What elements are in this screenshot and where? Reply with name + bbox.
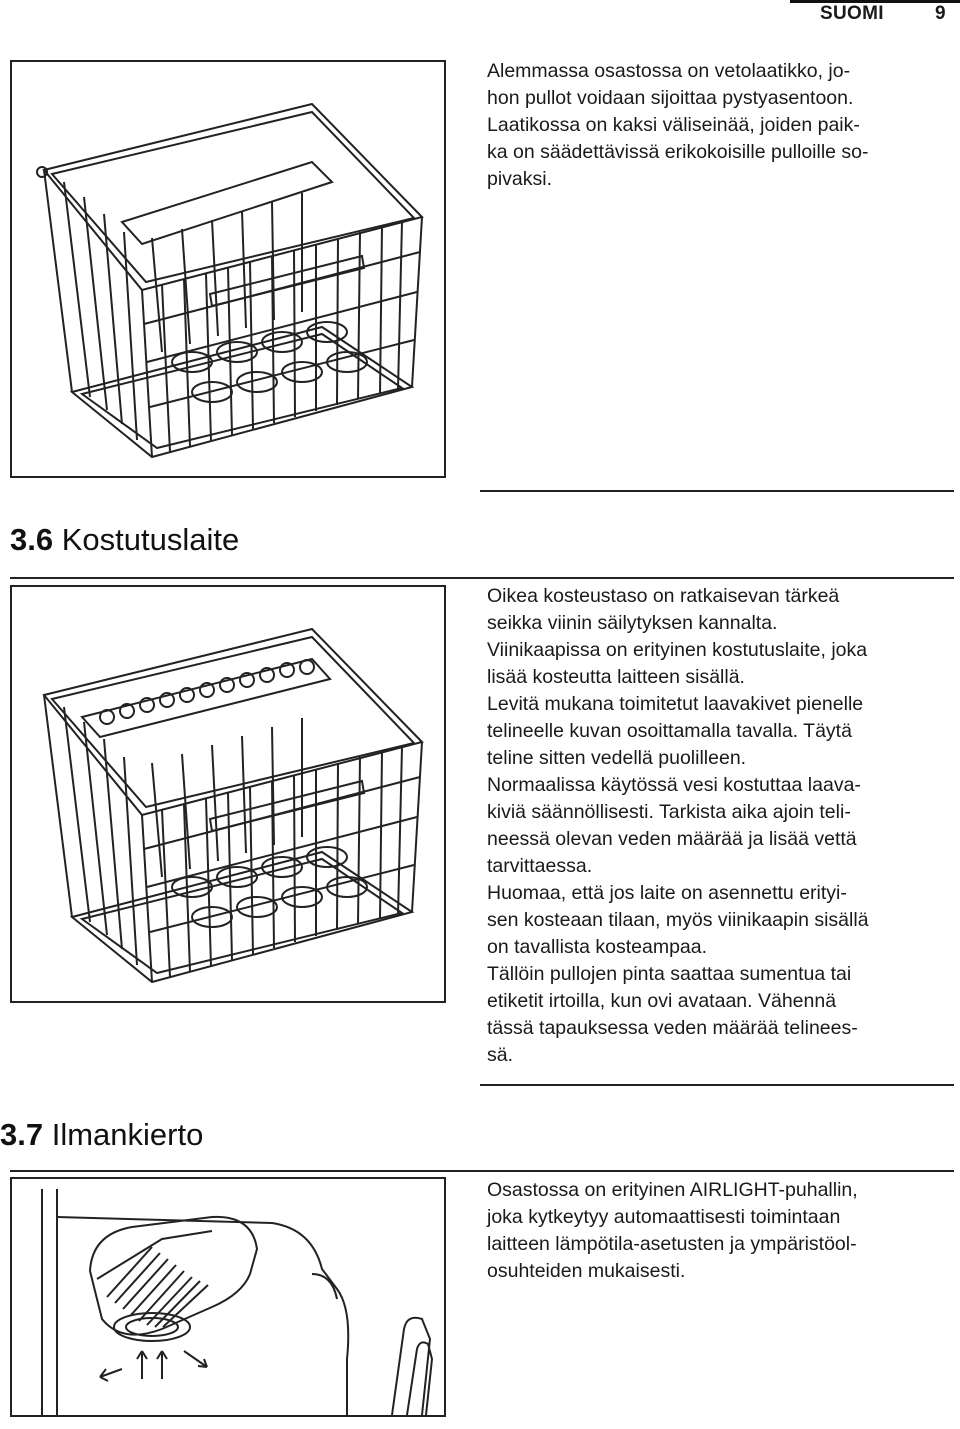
humidifier-illustration (12, 587, 444, 1001)
humidifier-line: neessä olevan veden määrää ja lisää vettä (487, 828, 857, 850)
humidifier-line: tässä tapauksessa veden määrää telinees- (487, 1017, 858, 1039)
humidifier-line: Viinikaapissa on erityinen kostutuslaite, joka (487, 639, 868, 661)
page-number: 9 (935, 3, 946, 24)
humidifier-line: seikka viinin säilytyksen kannalta. (487, 612, 778, 634)
section-rule (480, 1084, 954, 1086)
section-heading-3-6 (10, 522, 239, 558)
figure-humidifier-basket (10, 585, 446, 1003)
section-number: 3.7 (0, 1117, 44, 1152)
humidifier-line: Oikea kosteustaso on ratkaisevan tärkeä (487, 585, 840, 607)
fan-line: laitteen lämpötila-asetusten ja ympäristöol- (487, 1233, 857, 1255)
fan-line: osuhteiden mukaisesti. (487, 1260, 686, 1282)
humidifier-line: etiketit irtoilla, kun ovi avataan. Vähennä (487, 990, 837, 1012)
humidifier-line: Levitä mukana toimitetut laavakivet pienelle (487, 693, 864, 715)
humidifier-paragraph (487, 583, 947, 1069)
humidifier-line: on tavallista kosteampaa. (487, 936, 708, 958)
section-rule (10, 1170, 954, 1172)
humidifier-line: sen kosteaan tilaan, myös viinikaapin sisällä (487, 909, 869, 931)
section-rule (10, 577, 954, 579)
section-rule (480, 490, 954, 492)
intro-line: hon pullot voidaan sijoittaa pystyasentoon. (487, 87, 854, 109)
figure-airlight-fan (10, 1177, 446, 1417)
section-title: Kostutuslaite (61, 522, 240, 557)
intro-line: ka on säädettävissä erikokoisille pulloille so- (487, 141, 869, 163)
fan-illustration (12, 1179, 444, 1415)
humidifier-line: lisää kosteutta laitteen sisällä. (487, 666, 745, 688)
humidifier-line: teline sitten vedellä puolilleen. (487, 747, 747, 769)
fan-line: Osastossa on erityinen AIRLIGHT-puhallin, (487, 1179, 858, 1201)
figure-drawer-basket (10, 60, 446, 478)
humidifier-line: Normaalissa käytössä vesi kostuttaa laava- (487, 774, 861, 796)
humidifier-line: sä. (487, 1044, 514, 1066)
humidifier-line: Huomaa, että jos laite on asennettu erityi- (487, 882, 847, 904)
intro-line: Alemmassa osastossa on vetolaatikko, jo- (487, 60, 851, 82)
intro-line: Laatikossa on kaksi väliseinää, joiden paik- (487, 114, 860, 136)
page-header (0, 0, 960, 30)
section-number: 3.6 (10, 522, 54, 557)
intro-line: pivaksi. (487, 168, 553, 190)
humidifier-line: kiviä säännöllisesti. Tarkista aika ajoin teli- (487, 801, 851, 823)
header-language: SUOMI (820, 3, 884, 24)
fan-line: joka kytkeytyy automaattisesti toimintaan (487, 1206, 841, 1228)
section-heading-3-7 (0, 1117, 203, 1153)
humidifier-line: tarvittaessa. (487, 855, 593, 877)
intro-paragraph (487, 58, 947, 193)
humidifier-line: Tällöin pullojen pinta saattaa sumentua tai (487, 963, 852, 985)
humidifier-line: telineelle kuvan osoittamalla tavalla. Täytä (487, 720, 852, 742)
basket-illustration (12, 62, 444, 476)
section-title: Ilmankierto (51, 1117, 204, 1152)
fan-paragraph (487, 1177, 947, 1285)
